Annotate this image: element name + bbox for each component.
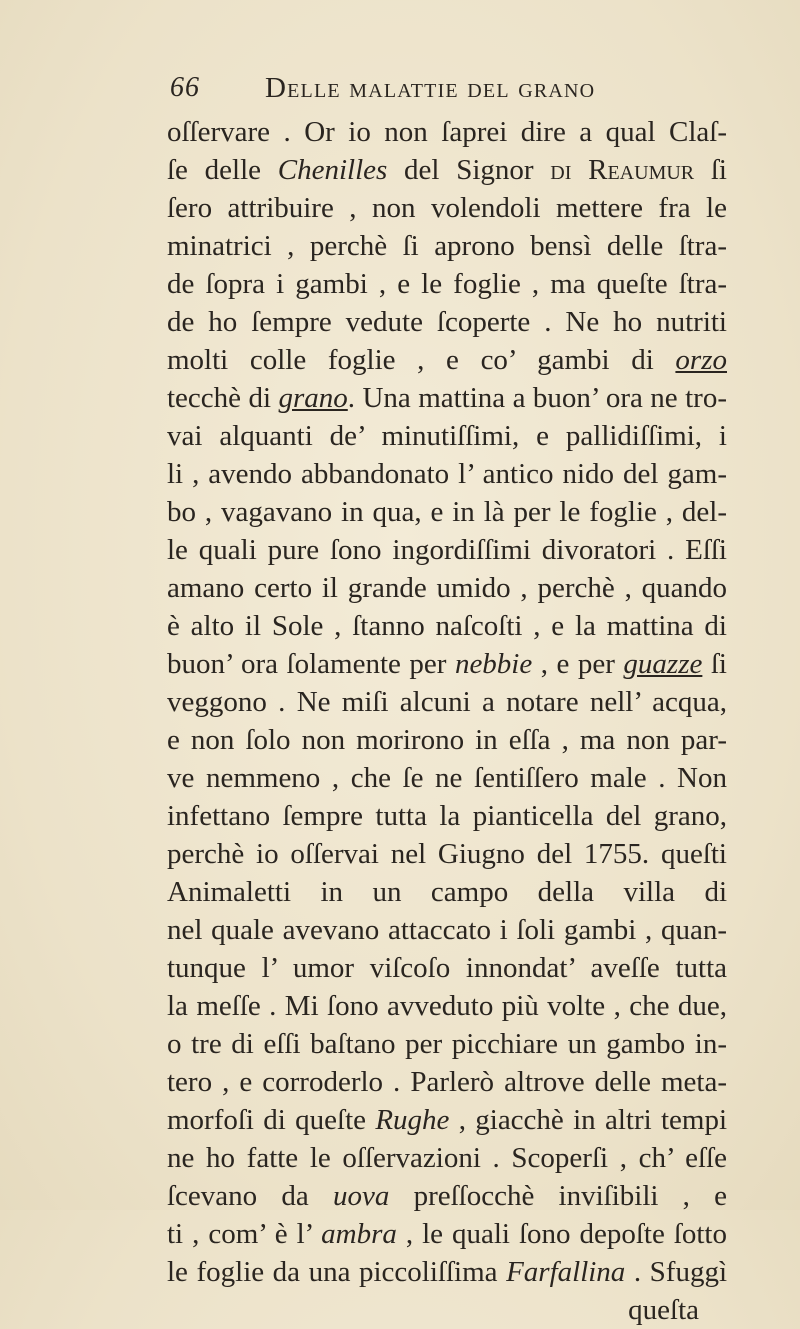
- text-run: guazze: [623, 648, 703, 680]
- text-line: [167, 1177, 727, 1215]
- text-line: [167, 1215, 727, 1253]
- text-run: ſi: [702, 648, 727, 680]
- text-run: Animaletti in un campo della villa di: [167, 876, 727, 908]
- text-run: Farfallina: [506, 1256, 626, 1288]
- text-line: [167, 873, 727, 911]
- text-line: [167, 379, 727, 417]
- text-line: [167, 1063, 727, 1101]
- text-run: de ho ſempre vedute ſcoperte . Ne ho nutriti: [167, 306, 727, 338]
- text-run: le quali pure ſono ingordiſſimi divoratori . Eſſi: [167, 534, 727, 566]
- body-text: [167, 113, 727, 1329]
- text-line: [167, 797, 727, 835]
- catchword: queſta: [628, 1294, 699, 1326]
- running-head: Delle malattie del grano: [265, 72, 596, 104]
- text-run: vai alquanti de’ minutiſſimi, e pallidiſſimi, i: [167, 420, 727, 452]
- text-run: , e per: [532, 648, 624, 680]
- text-run: ambra: [321, 1218, 397, 1250]
- text-run: molti colle foglie , e co’ gambi di: [167, 344, 676, 376]
- text-run: veggono . Ne miſi alcuni a notare nell’ acqua,: [167, 686, 727, 718]
- text-run: orzo: [675, 344, 727, 376]
- text-run: Rughe: [375, 1104, 450, 1136]
- text-run: , giacchè in altri tempi: [449, 1104, 727, 1136]
- text-line: [167, 493, 727, 531]
- text-line: [167, 303, 727, 341]
- text-line: [167, 1139, 727, 1177]
- text-run: minatrici , perchè ſi aprono bensì delle ſtra-: [167, 230, 727, 262]
- text-line: [167, 417, 727, 455]
- text-line: [167, 949, 727, 987]
- text-line: [167, 645, 727, 683]
- text-line: [167, 227, 727, 265]
- text-line: [167, 455, 727, 493]
- text-run: del Signor: [387, 154, 551, 186]
- text-run: le foglie da una piccoliſſima: [167, 1256, 507, 1288]
- page-number: 66: [170, 72, 200, 103]
- text-run: oſſervare . Or io non ſaprei dire a qual Claſ-: [167, 116, 727, 148]
- text-run: bo , vagavano in qua, e in là per le foglie , del-: [167, 496, 727, 528]
- text-line: [167, 1101, 727, 1139]
- text-run: nel quale avevano attaccato i ſoli gambi , quan-: [167, 914, 727, 946]
- text-run: ſcevano da: [167, 1180, 333, 1212]
- text-run: amano certo il grande umido , perchè , quando: [167, 572, 727, 604]
- text-run: preſſocchè inviſibili , e: [413, 1180, 727, 1212]
- text-run: nebbie: [454, 648, 533, 680]
- text-line: [167, 721, 727, 759]
- text-run: ne ho fatte le oſſervazioni . Scoperſi , ch’ eſſe: [167, 1142, 727, 1174]
- text-line: [167, 189, 727, 227]
- text-run: ſi: [710, 154, 727, 186]
- text-run: li , avendo abbandonato l’ antico nido del gam-: [167, 458, 727, 490]
- text-line: [167, 987, 727, 1025]
- page-header: [170, 72, 710, 112]
- text-line: [167, 835, 727, 873]
- text-run: è alto il Sole , ſtanno naſcoſti , e la mattina di: [167, 610, 727, 642]
- text-run: ſero attribuire , non volendoli mettere fra le: [167, 192, 727, 224]
- text-run: Chenilles: [277, 154, 388, 186]
- text-line: [167, 569, 727, 607]
- text-line: [167, 911, 727, 949]
- text-line: [167, 607, 727, 645]
- text-run: tunque l’ umor viſcoſo innondat’ aveſſe tutta: [167, 952, 727, 984]
- text-line: [167, 341, 727, 379]
- text-line: [167, 759, 727, 797]
- text-run: , le quali ſono depoſte ſotto: [396, 1218, 727, 1250]
- text-run: infettano ſempre tutta la pianticella del grano,: [167, 800, 727, 832]
- text-line: [167, 113, 727, 151]
- text-line: [167, 151, 727, 189]
- text-run: di Reaumur: [550, 154, 695, 186]
- text-run: tero , e corroderlo . Parlerò altrove delle meta-: [167, 1066, 727, 1098]
- text-run: de ſopra i gambi , e le foglie , ma queſte ſtra-: [167, 268, 727, 300]
- text-run: perchè io oſſervai nel Giugno del 1755. queſti: [167, 838, 727, 870]
- text-line: [167, 265, 727, 303]
- text-line: [167, 1025, 727, 1063]
- text-run: . Sfuggì: [625, 1256, 727, 1288]
- text-line: [167, 1253, 727, 1291]
- text-run: buon’ ora ſolamente per: [167, 648, 455, 680]
- text-run: . Una mattina a buon’ ora ne tro-: [347, 382, 727, 414]
- text-run: la meſſe . Mi ſono avveduto più volte , che due,: [167, 990, 727, 1022]
- text-run: ve nemmeno , che ſe ne ſentiſſero male . Non: [167, 762, 727, 794]
- text-line: [167, 683, 727, 721]
- text-run: grano: [278, 382, 348, 414]
- text-run: morfoſi di queſte: [167, 1104, 376, 1136]
- text-run: o tre di eſſi baſtano per picchiare un gambo in-: [167, 1028, 727, 1060]
- text-run: e non ſolo non morirono in eſſa , ma non par-: [167, 724, 727, 756]
- text-line: [167, 531, 727, 569]
- text-run: ſe delle: [167, 154, 278, 186]
- text-run: uova: [332, 1180, 390, 1212]
- text-run: tecchè di: [167, 382, 279, 414]
- text-run: ti , com’ è l’: [167, 1218, 322, 1250]
